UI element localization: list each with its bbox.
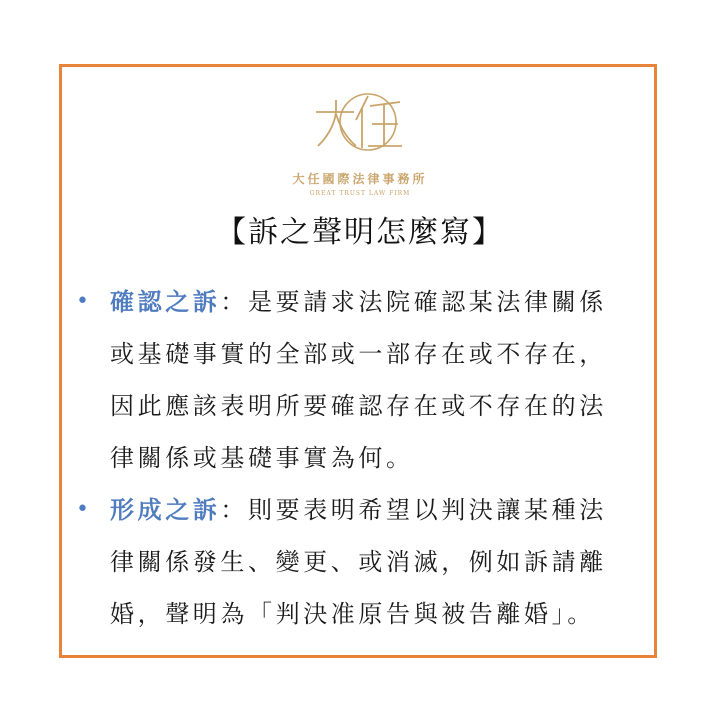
bullet-dot-icon: • xyxy=(76,289,89,314)
bullet-text: ：則要表明希望以判決讓某種法 xyxy=(220,496,607,524)
bullet-item-formation xyxy=(76,484,651,640)
firm-name-zh: 大任國際法律事務所 xyxy=(292,172,428,186)
bullet-list xyxy=(76,276,651,640)
bullet-dot-icon: • xyxy=(76,497,89,522)
bullet-line xyxy=(110,276,651,328)
bullet-line: 律關係或基礎事實為何。 xyxy=(110,444,414,472)
bullet-line: 婚，聲明為「判決准原告與被告離婚」。 xyxy=(110,600,595,628)
bullet-line: 律關係發生、變更、或消滅，例如訴請離 xyxy=(110,548,607,576)
bullet-text: ：是要請求法院確認某法律關係 xyxy=(220,288,607,316)
firm-name-en: GREAT TRUST LAW FIRM xyxy=(309,190,411,197)
page-title: 【訴之聲明怎麼寫】 xyxy=(216,215,504,250)
bullet-line xyxy=(110,484,651,536)
bullet-term: 形成之訴 xyxy=(110,495,221,524)
bullet-line: 或基礎事實的全部或一部存在或不存在， xyxy=(110,340,607,368)
bullet-line: 因此應該表明所要確認存在或不存在的法 xyxy=(110,392,607,420)
firm-logo-icon xyxy=(312,90,408,160)
bullet-item-confirmation xyxy=(76,276,651,484)
bullet-term: 確認之訴 xyxy=(110,287,221,316)
